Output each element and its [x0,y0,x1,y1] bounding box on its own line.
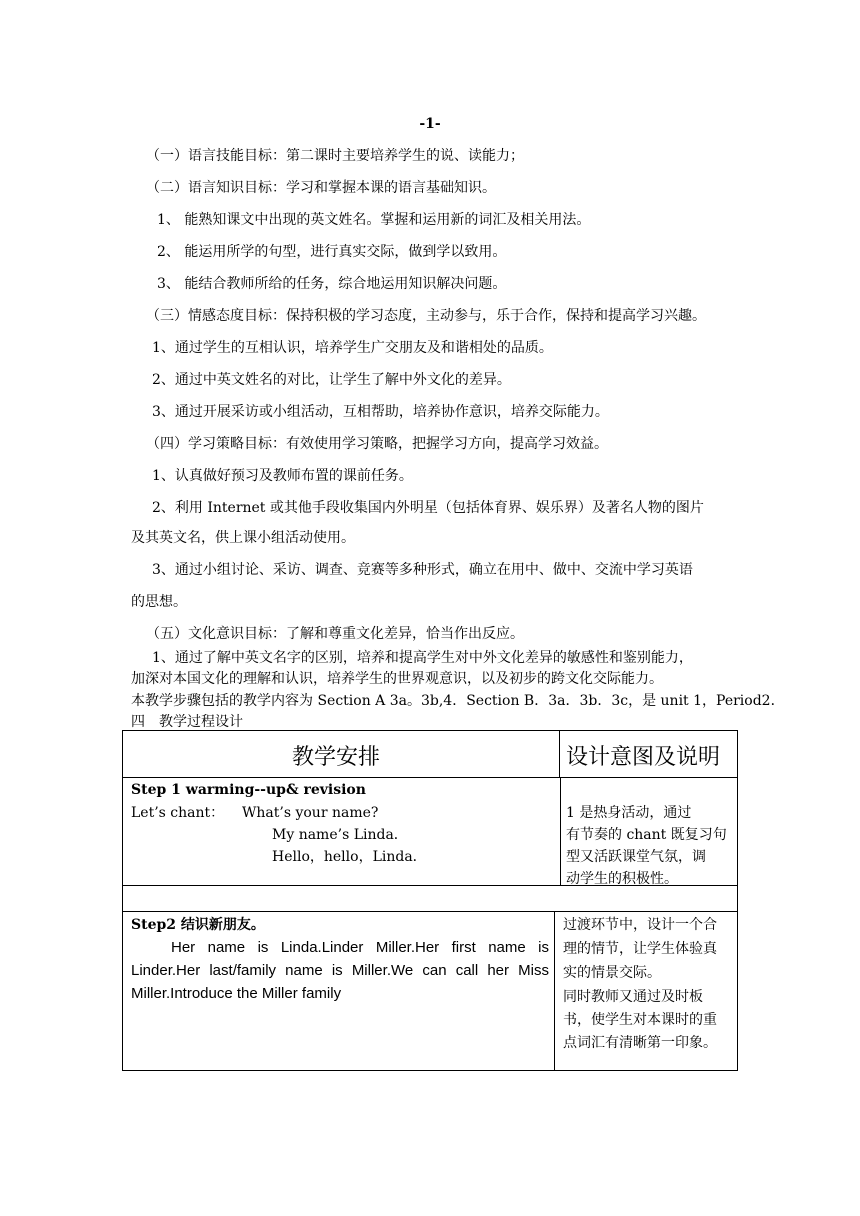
table-divider [554,911,555,1071]
objective-item: 1、通过了解中英文名字的区别，培养和提高学生对中外文化差异的敏感性和鉴别能力， [152,650,693,666]
objective-strategy: （四）学习策略目标：有效使用学习策略，把握学习方向，提高学习效益。 [146,436,608,452]
section-heading: 四 教学过程设计 [131,714,243,730]
objective-attitude: （三）情感态度目标：保持积极的学习态度，主动参与，乐于合作，保持和提高学习兴趣。 [146,308,706,324]
objective-item: 2、利用 Internet 或其他手段收集国内外明星（包括体育界、娱乐界）及著名人物的图片 [152,500,704,516]
objective-item-continued: 加深对本国文化的理解和认识，培养学生的世界观意识，以及初步的跨文化交际能力。 [131,671,663,687]
chant-label: Let’s chant： [131,805,225,821]
table-divider [122,777,738,778]
step2-note-line: 同时教师又通过及时板 [563,989,703,1005]
chant-line: What’s your name? [242,805,379,821]
objective-item-continued: 的思想。 [131,594,187,610]
table-divider [560,777,561,885]
chant-line: My name’s Linda． [272,827,408,843]
table-divider [559,730,560,778]
teaching-content-note: 本教学步骤包括的教学内容为 Section A 3a。3b,4．Section B．3a．3b．3c，是 unit 1，Period2． [131,693,785,709]
step1-title: Step 1 warming--up& revision [131,782,366,798]
step2-note-line: 书，使学生对本课时的重 [563,1012,717,1028]
header-teaching-arrangement: 教学安排 [292,745,381,770]
objective-item: 1、通过学生的互相认识，培养学生广交朋友及和谐相处的品质。 [152,340,553,356]
step2-note-line: 过渡环节中，设计一个合 [563,917,717,933]
objective-item: 3、通过小组讨论、采访、调查、竞赛等多种形式，确立在用中、做中、交流中学习英语 [152,562,693,578]
page-number: -1- [419,116,441,132]
objective-language-knowledge: （二）语言知识目标：学习和掌握本课的语言基础知识。 [146,180,496,196]
step2-note-line: 理的情节，让学生体验真 [563,941,717,957]
step2-note-line: 实的情景交际。 [563,965,661,981]
table-divider [122,911,738,912]
objective-item: 2、 能运用所学的句型，进行真实交际，做到学以致用。 [157,244,507,260]
objective-item-continued: 及其英文名，供上课小组活动使用。 [131,530,355,546]
objective-item: 1、认真做好预习及教师布置的课前任务。 [152,468,413,484]
step1-note-line: 动学生的积极性。 [566,871,678,887]
step1-note-line: 1 是热身活动，通过 [566,805,692,821]
objective-item: 1、 能熟知课文中出现的英文姓名。掌握和运用新的词汇及相关用法。 [157,212,591,228]
header-design-intent: 设计意图及说明 [566,745,721,770]
step1-note-line: 型又活跃课堂气氛，调 [566,849,706,865]
objective-language-skill: （一）语言技能目标：第二课时主要培养学生的说、读能力； [146,148,524,164]
objective-item: 2、通过中英文姓名的对比，让学生了解中外文化的差异。 [152,372,511,388]
step1-note-line: 有节奏的 chant 既复习句 [566,827,727,843]
objective-item: 3、 能结合教师所给的任务，综合地运用知识解决问题。 [157,276,507,292]
objective-culture: （五）文化意识目标：了解和尊重文化差异，恰当作出反应。 [146,626,524,642]
step2-note-line: 点词汇有清晰第一印象。 [563,1035,717,1051]
step2-title: Step2 结识新朋友。 [131,917,265,933]
step2-body: Her name is Linda.Linder Miller.Her first name is Linder.Her last/family name is Miller.We can call her Miss Miller.Introduce the Miller family [131,939,549,1002]
chant-line: Hello，hello，Linda． [272,849,427,865]
objective-item: 3、通过开展采访或小组活动，互相帮助，培养协作意识，培养交际能力。 [152,404,609,420]
